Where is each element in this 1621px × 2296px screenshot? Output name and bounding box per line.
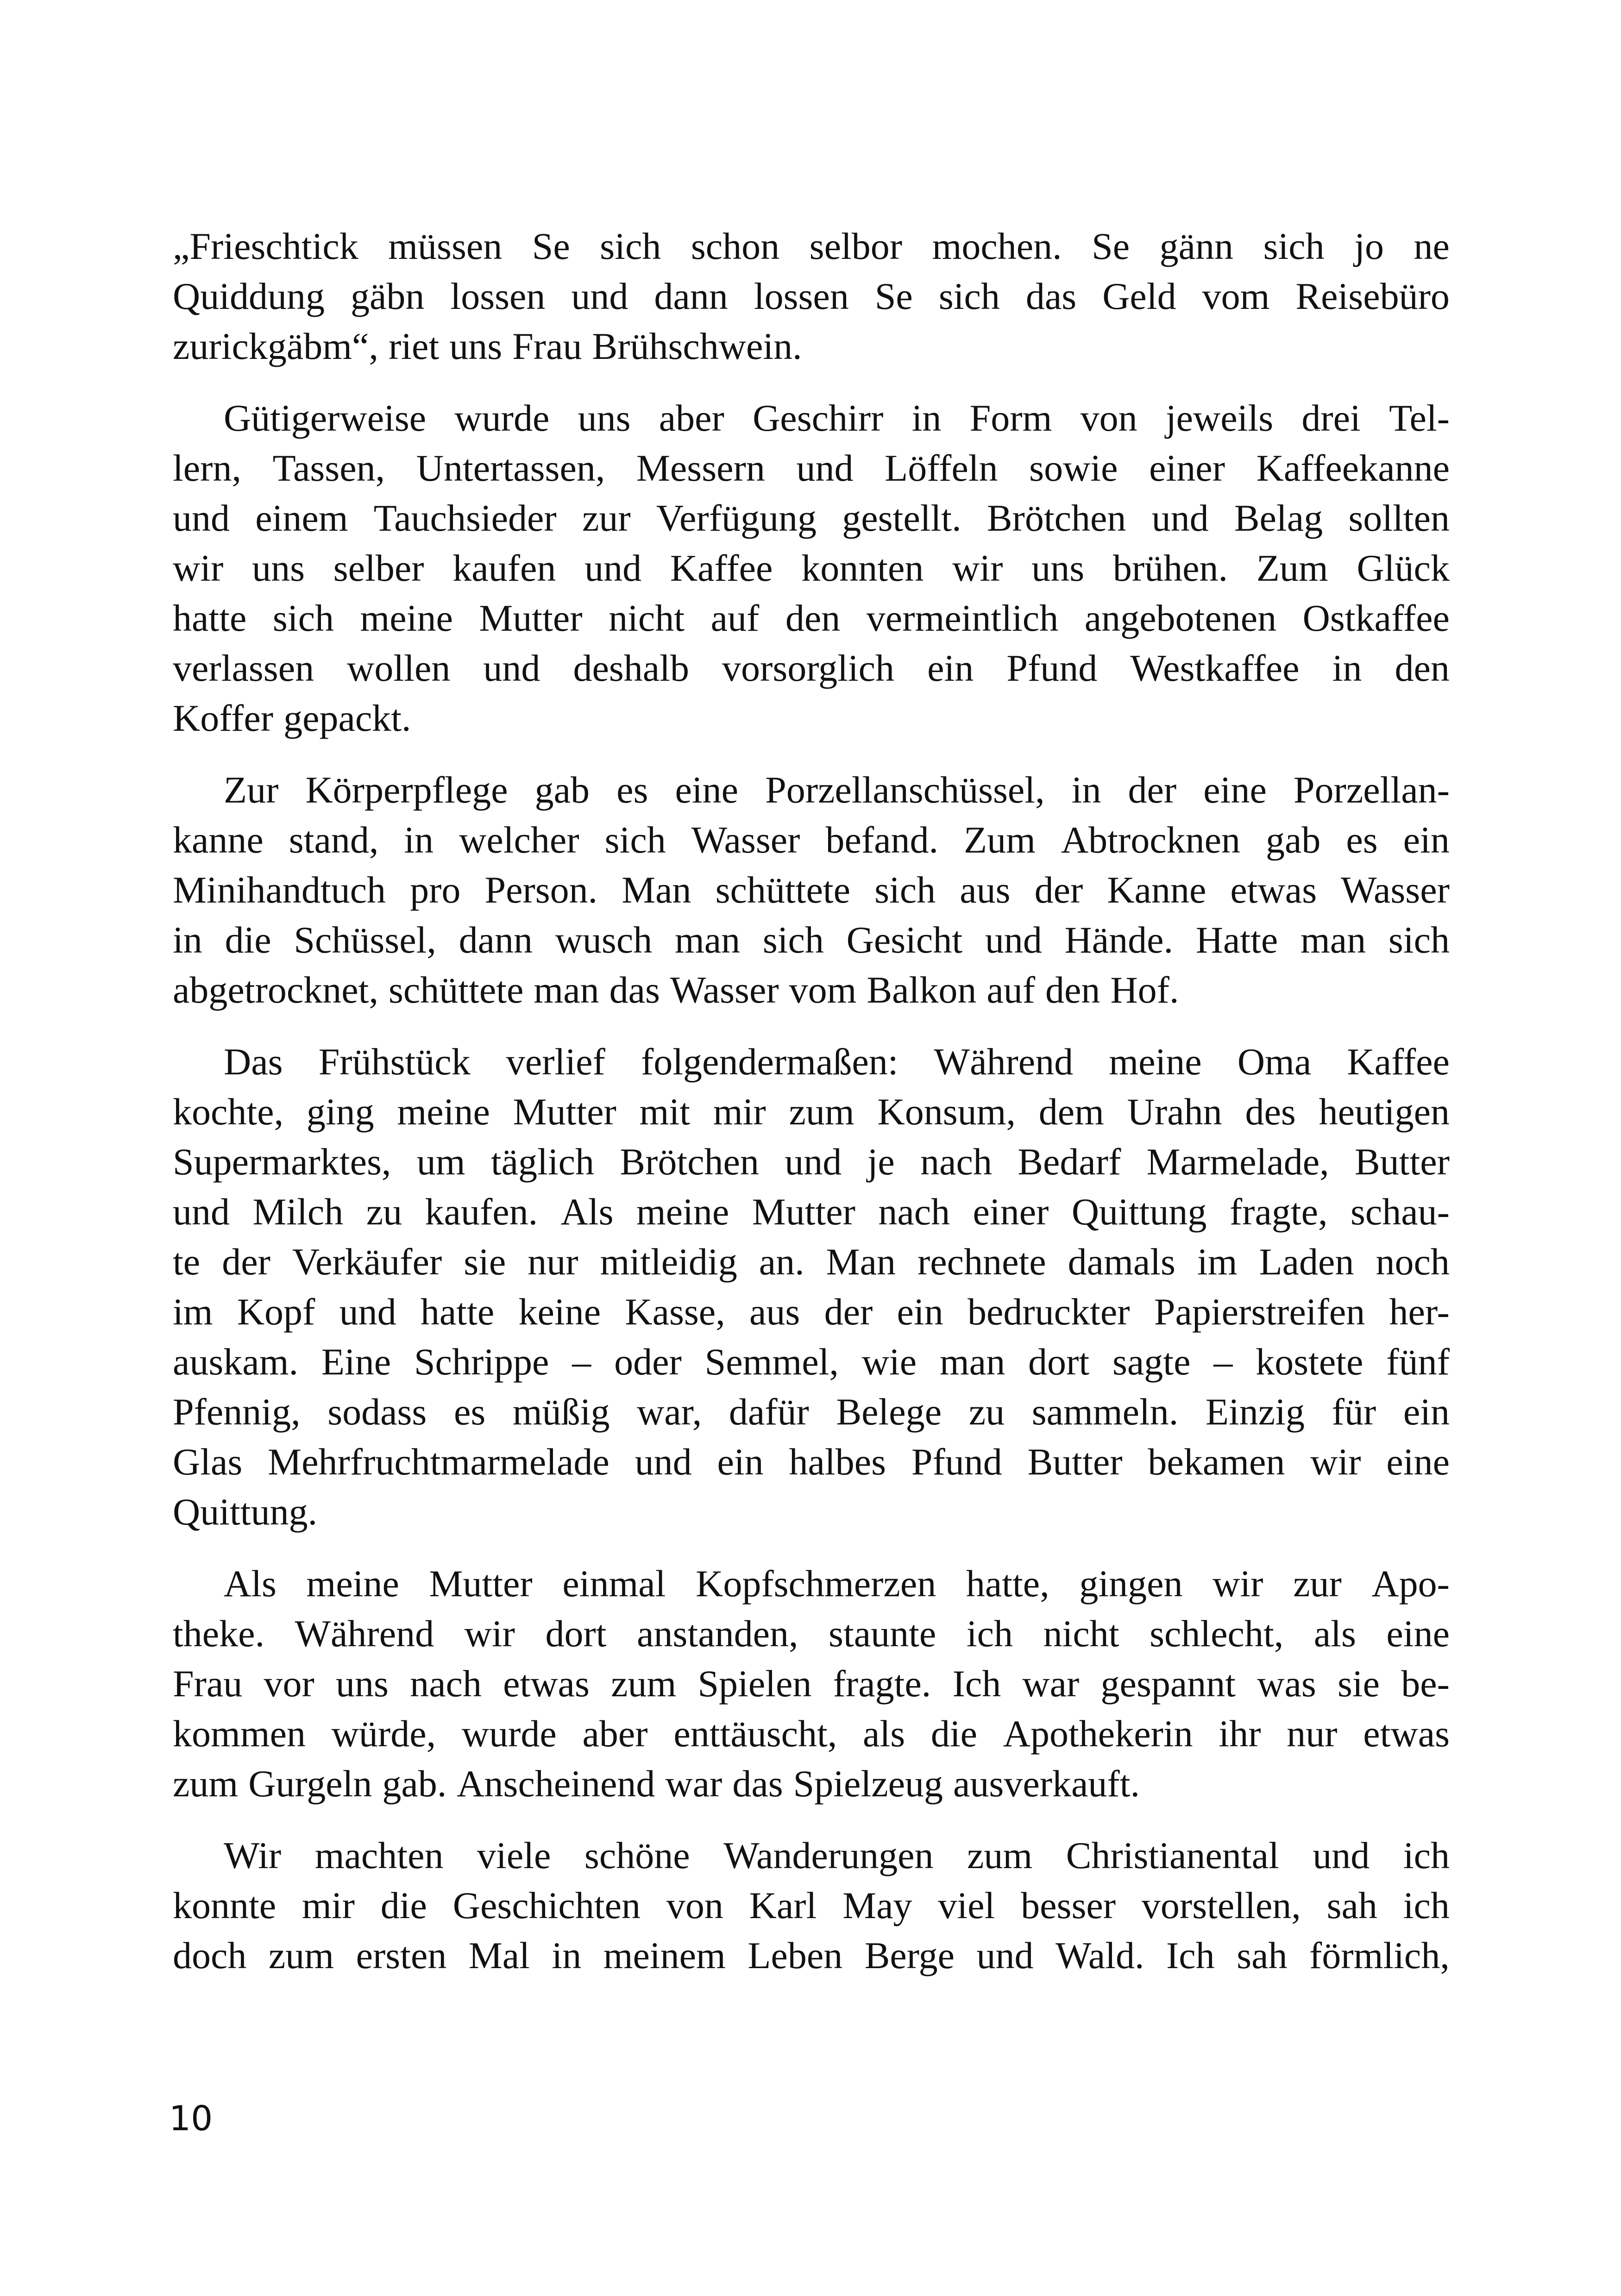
text-line: Quiddung gäbn lossen und dann lossen Se sich das Geld vom Reisebüro [173, 275, 1450, 317]
text-line: Wir machten viele schöne Wanderungen zum Christianental und ich [224, 1834, 1450, 1876]
text-line: te der Verkäufer sie nur mitleidig an. Man rechnete damals im Laden noch [173, 1241, 1450, 1283]
text-line: Frau vor uns nach etwas zum Spielen fragte. Ich war gespannt was sie be- [173, 1662, 1450, 1705]
text-line: abgetrocknet, schüttete man das Wasser vom Balkon auf den Hof. [173, 969, 1179, 1011]
body-text [173, 221, 1450, 2002]
text-line: Glas Mehrfruchtmarmelade und ein halbes Pfund Butter bekamen wir eine [173, 1441, 1450, 1483]
text-line: wir uns selber kaufen und Kaffee konnten wir uns brühen. Zum Glück [173, 547, 1450, 589]
text-line: lern, Tassen, Untertassen, Messern und Löffeln sowie einer Kaffeekanne [173, 447, 1450, 489]
text-line: konnte mir die Geschichten von Karl May viel besser vorstellen, sah ich [173, 1884, 1450, 1926]
text-line: zurickgäbm“, riet uns Frau Brühschwein. [173, 325, 802, 367]
text-line: kanne stand, in welcher sich Wasser befand. Zum Abtrocknen gab es ein [173, 819, 1450, 861]
text-line: Als meine Mutter einmal Kopfschmerzen hatte, gingen wir zur Apo- [224, 1562, 1450, 1605]
paragraph [173, 221, 1450, 371]
text-line: doch zum ersten Mal in meinem Leben Berge und Wald. Ich sah förmlich, [173, 1934, 1450, 1976]
text-line: in die Schüssel, dann wusch man sich Gesicht und Hände. Hatte man sich [173, 919, 1450, 961]
text-line: auskam. Eine Schrippe – oder Semmel, wie man dort sagte – kostete fünf [173, 1341, 1450, 1383]
text-line: hatte sich meine Mutter nicht auf den vermeintlich angebotenen Ostkaffee [173, 597, 1450, 639]
text-line: Das Frühstück verlief folgendermaßen: Während meine Oma Kaffee [224, 1041, 1450, 1083]
paragraph [173, 1037, 1450, 1537]
paragraph [173, 1559, 1450, 1809]
paragraph [173, 765, 1450, 1015]
text-line: „Frieschtick müssen Se sich schon selbor mochen. Se gänn sich jo ne [173, 225, 1450, 267]
text-line: und einem Tauchsieder zur Verfügung gestellt. Brötchen und Belag sollten [173, 497, 1450, 539]
text-line: im Kopf und hatte keine Kasse, aus der ein bedruckter Papierstreifen her- [173, 1291, 1450, 1333]
page-number: 10 [169, 2099, 213, 2139]
text-line: Zur Körperpflege gab es eine Porzellanschüssel, in der eine Porzellan- [224, 769, 1450, 811]
text-line: kochte, ging meine Mutter mit mir zum Konsum, dem Urahn des heutigen [173, 1091, 1450, 1133]
text-line: Quittung. [173, 1491, 318, 1533]
text-line: Koffer gepackt. [173, 697, 411, 739]
text-line: Gütigerweise wurde uns aber Geschirr in Form von jeweils drei Tel- [224, 397, 1450, 439]
text-line: Supermarktes, um täglich Brötchen und je nach Bedarf Marmelade, Butter [173, 1141, 1450, 1183]
text-line: kommen würde, wurde aber enttäuscht, als die Apothekerin ihr nur etwas [173, 1713, 1450, 1755]
text-line: und Milch zu kaufen. Als meine Mutter nach einer Quittung fragte, schau- [173, 1191, 1450, 1233]
text-line: Minihandtuch pro Person. Man schüttete sich aus der Kanne etwas Wasser [173, 869, 1450, 911]
text-line: zum Gurgeln gab. Anscheinend war das Spielzeug ausverkauft. [173, 1763, 1140, 1805]
paragraph [173, 1831, 1450, 1981]
text-line: verlassen wollen und deshalb vorsorglich ein Pfund Westkaffee in den [173, 647, 1450, 689]
paragraph [173, 393, 1450, 743]
text-line: theke. Während wir dort anstanden, staunte ich nicht schlecht, als eine [173, 1612, 1450, 1655]
text-line: Pfennig, sodass es müßig war, dafür Belege zu sammeln. Einzig für ein [173, 1391, 1450, 1433]
